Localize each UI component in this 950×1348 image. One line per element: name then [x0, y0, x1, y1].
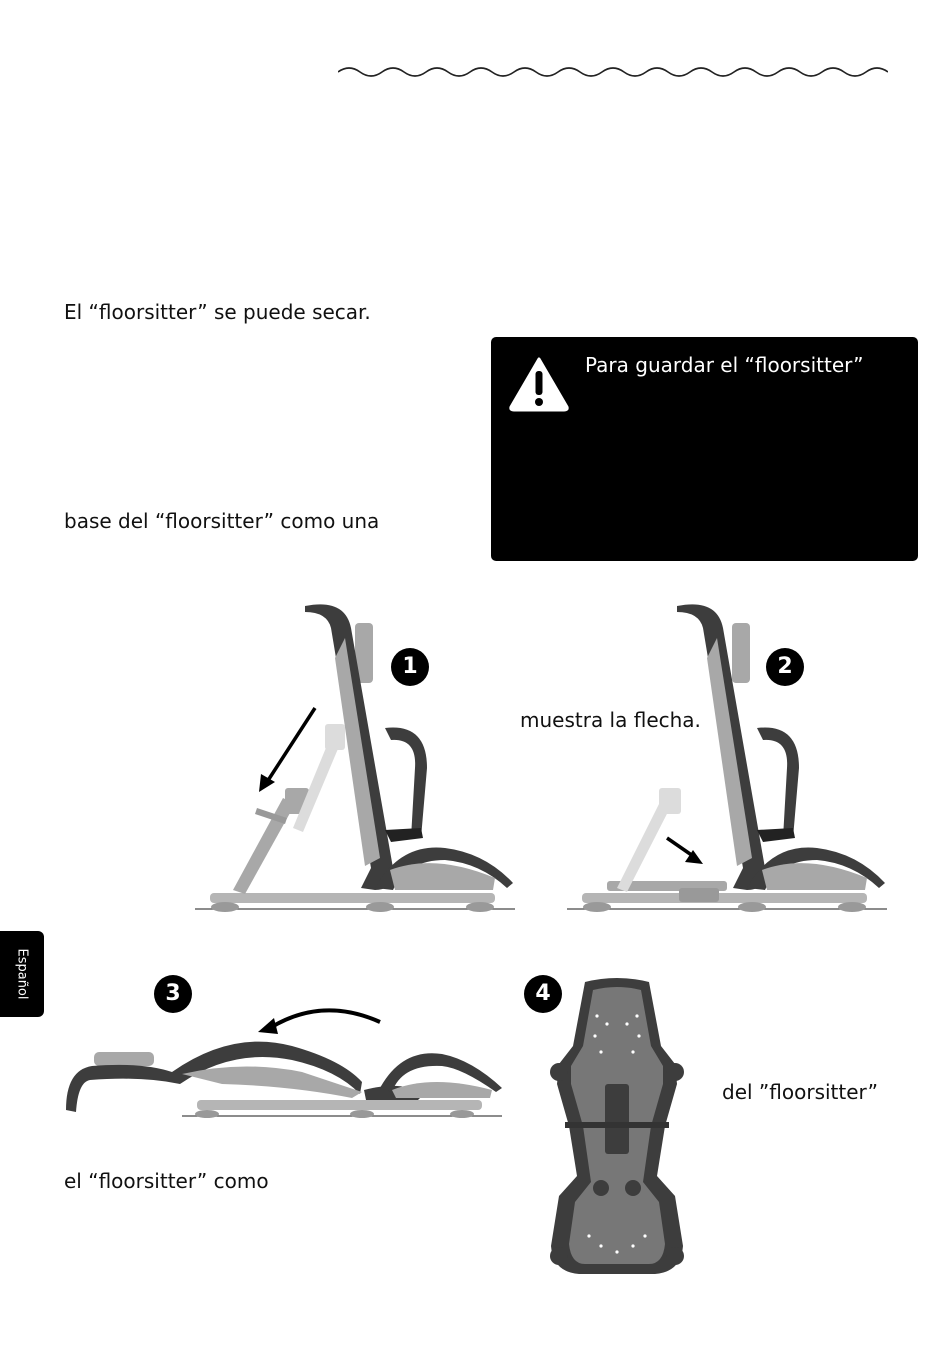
step-4-illustration — [545, 976, 690, 1281]
base-text: base del “floorsitter” como una — [64, 509, 380, 533]
language-label: Español — [14, 948, 30, 1000]
as-text: el “floorsitter” como — [64, 1169, 269, 1193]
step-1-illustration — [195, 598, 525, 916]
language-tab — [0, 931, 44, 1017]
step-3-illustration — [62, 1000, 507, 1125]
warning-box — [491, 337, 918, 561]
dry-note-text: El “floorsitter” se puede secar. — [64, 300, 371, 324]
step-4-badge: 4 — [524, 975, 562, 1013]
warning-triangle-icon — [507, 355, 571, 413]
step-1-badge: 1 — [391, 648, 429, 686]
step-2-badge: 2 — [766, 648, 804, 686]
step-2-illustration — [567, 598, 897, 916]
warning-title: Para guardar el “floorsitter” — [585, 353, 864, 377]
step-3-badge: 3 — [154, 975, 192, 1013]
wave-divider — [338, 62, 888, 82]
of-text: del ”floorsitter” — [722, 1080, 878, 1104]
arrow-text: muestra la flecha. — [520, 708, 701, 732]
